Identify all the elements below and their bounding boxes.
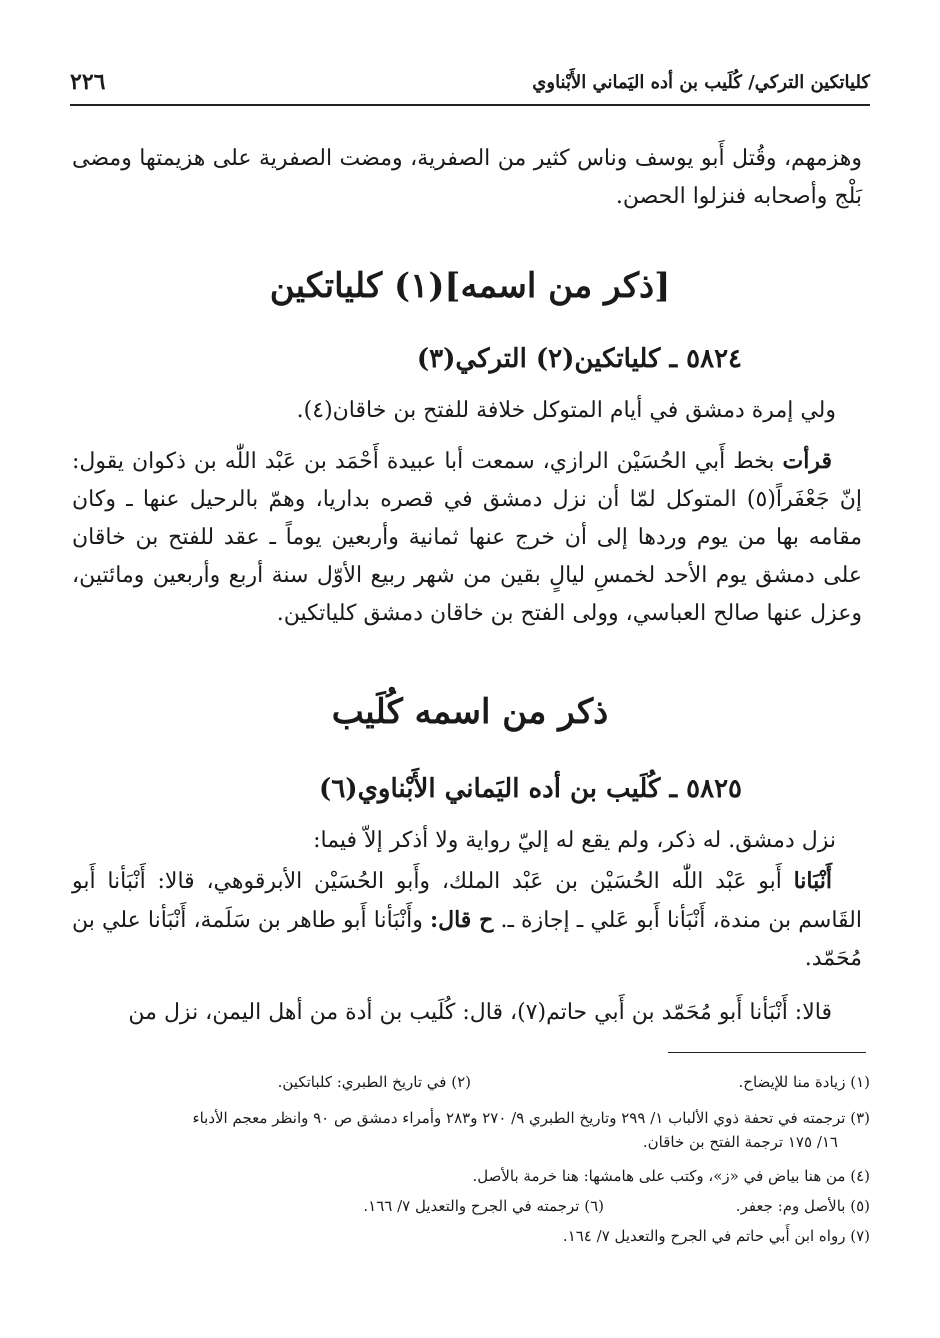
- entry-5825-lead1: أَنْبَانا: [793, 868, 832, 894]
- footnote-2: (٢) في تاريخ الطبري: كلباتكين.: [277, 1073, 471, 1091]
- entry-5824-text: بخط أَبي الحُسَيْن الرازي، سمعت أبا عبيدة أَحْمَد بن عَبْد اللّٰه بن ذكوان يقول: إنّ جَعْفَراً(٥) المتوكل لمّا أن نزل دمشق في قصره بداريا، وهمّ بالرحيل عنها ـ وكان مقامه بها من يوم وردها إلى أن خرج عنها ثمانية وأربعين يوماً ـ عقد للفتح بن خاقان على دمشق يوم الأحد لخمسِ ليالٍ بقين من شهر ربيع الأوّل سنة أربع وأربعين ومائتين، وعزل عنها صالح العباسي، وولى الفتح بن خاقان دمشق كلياتكين.: [72, 449, 862, 626]
- footnote-6: (٦) ترجمته في الجرح والتعديل ٧/ ١٦٦.: [363, 1197, 604, 1215]
- footnote-3-cont: ١٦/ ١٧٥ ترجمة الفتح بن خاقان.: [642, 1133, 838, 1151]
- entry-5824-lead: قرأت: [782, 448, 832, 474]
- entry-5825-text1b: وأَنْبَأنا أَبو طاهر بن سَلَمة، أَنْبَأنا علي بن مُحَمّد.: [72, 908, 862, 971]
- entry-5824-title: ٥٨٢٤ ـ كلياتكين(٢) التركي(٣): [416, 344, 742, 374]
- entry-5825-text1a: أَبو عَبْد اللّٰه الحُسَيْن بن عَبْد الملك، وأَبو الحُسَيْن الأبرقوهي، قالا: أَنْبَأنا أَبو القَاسم بن مندة، أَنْبَأنا أَبو عَلي ـ إجازة ـ.: [72, 869, 863, 933]
- entry-5825-line1: نزل دمشق. له ذكر، ولم يقع له إليّ رواية ولا أذكر إلاّ فيما:: [313, 828, 836, 853]
- footnote-4: (٤) من هنا بياض في «ز»، وكتب على هامشها: هنا خرمة بالأصل.: [472, 1167, 870, 1185]
- section-heading-kilyatkin: [ذكر من اسمه](١) كلياتكين: [269, 266, 671, 306]
- header-rule: [70, 104, 870, 106]
- running-title: كلياتكين التركي/ كُلَيب بن أده اليَماني الأَبْناوي: [532, 71, 870, 93]
- entry-5825-title: ٥٨٢٥ ـ كُلَيب بن أده اليَماني الأَبْناوي(٦): [319, 774, 742, 804]
- entry-5825-lead2: ح قال:: [429, 907, 494, 933]
- entry-5824-body: [72, 442, 862, 633]
- section-heading-kulayb: ذكر من اسمه كُلَيب: [331, 692, 609, 732]
- footnote-rule: [668, 1052, 866, 1053]
- entry-5825-para2: قالا: أَنْبَأنا أَبو مُحَمّد بن أَبي حاتم(٧)، قال: كُلَيب بن أدة من أهل اليمن، نزل من: [128, 1000, 832, 1025]
- entry-5825-isnad: [72, 862, 862, 978]
- page-number: ٢٢٦: [70, 69, 106, 95]
- footnotes: [72, 1070, 870, 1248]
- footnote-1: (١) زيادة منا للإيضاح.: [738, 1073, 870, 1091]
- intro-paragraph: وهزمهم، وقُتل أَبو يوسف وناس كثير من الصفرية، ومضت الصفرية على هزيمتها ومضى بَلْج وأصحابه فنزلوا الحصن.: [72, 146, 862, 209]
- footnote-3: (٣) ترجمته في تحفة ذوي الألباب ١/ ٢٩٩ وتاريخ الطبري ٩/ ٢٧٠ و٢٨٣ وأمراء دمشق ص ٩٠ وانظر معجم الأدباء: [192, 1109, 870, 1127]
- entry-5824-line1: ولي إمرة دمشق في أيام المتوكل خلافة للفتح بن خاقان(٤).: [296, 398, 836, 423]
- footnote-7: (٧) رواه ابن أَبي حاتم في الجرح والتعديل ٧/ ١٦٤.: [562, 1227, 870, 1245]
- footnote-5: (٥) بالأصل وم: جعفر.: [735, 1197, 870, 1215]
- page-header: [70, 62, 870, 102]
